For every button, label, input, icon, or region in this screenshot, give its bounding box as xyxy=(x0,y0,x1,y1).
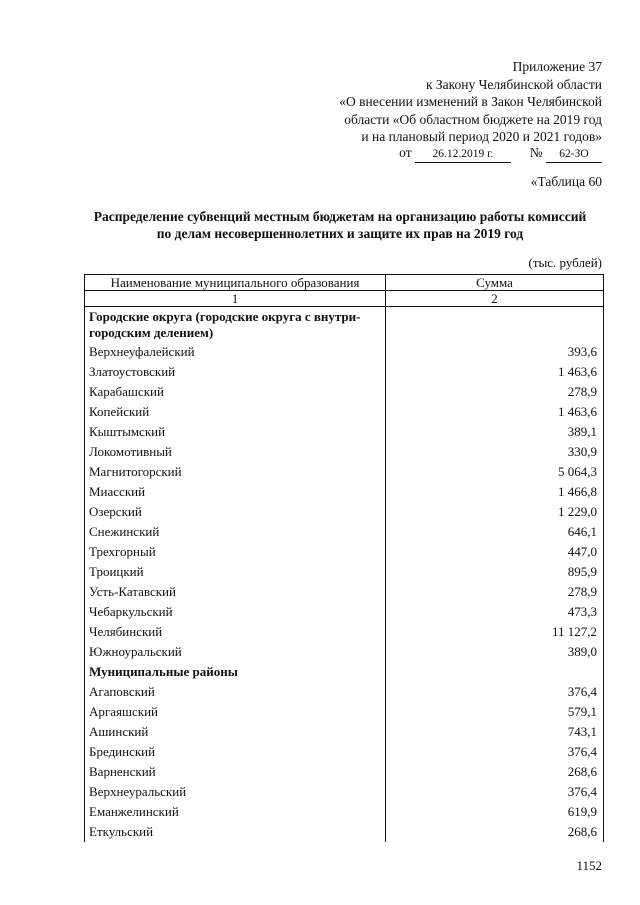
municipality-name: Чебаркульский xyxy=(85,602,386,622)
col-number-1: 1 xyxy=(85,291,386,307)
municipality-name: Варненский xyxy=(85,762,386,782)
municipality-name: Озерский xyxy=(85,502,386,522)
header-line: области «Об областном бюджете на 2019 год xyxy=(344,111,602,127)
date-prefix: от xyxy=(399,145,412,160)
municipality-name: Челябинский xyxy=(85,622,386,642)
municipality-name: Усть-Катавский xyxy=(85,582,386,602)
table-row xyxy=(85,382,604,402)
group-empty-cell xyxy=(386,307,604,343)
subvention-amount: 376,4 xyxy=(386,782,604,802)
document-title xyxy=(70,208,610,242)
municipality-name: Кыштымский xyxy=(85,422,386,442)
law-date: 26.12.2019 г. xyxy=(415,147,511,163)
header-line: Приложение 37 xyxy=(512,59,602,74)
table-row xyxy=(85,362,604,382)
subvention-amount: 473,3 xyxy=(386,602,604,622)
table-row xyxy=(85,642,604,662)
table-row xyxy=(85,582,604,602)
table-row xyxy=(85,762,604,782)
municipality-name: Верхнеуральский xyxy=(85,782,386,802)
table-row xyxy=(85,542,604,562)
table-row xyxy=(85,502,604,522)
subvention-amount: 5 064,3 xyxy=(386,462,604,482)
table-row xyxy=(85,602,604,622)
municipality-name: Еманжелинский xyxy=(85,802,386,822)
subvention-amount: 447,0 xyxy=(386,542,604,562)
subvention-amount: 619,9 xyxy=(386,802,604,822)
table-row xyxy=(85,622,604,642)
group-label-line: Городские округа (городские округа с внутри- xyxy=(89,309,361,324)
municipality-name: Златоустовский xyxy=(85,362,386,382)
group-row-municipal-districts xyxy=(85,662,604,682)
group-label: Муниципальные районы xyxy=(85,662,386,682)
municipality-name: Аргаяшский xyxy=(85,702,386,722)
table-row xyxy=(85,782,604,802)
municipality-name: Снежинский xyxy=(85,522,386,542)
table-row xyxy=(85,462,604,482)
title-line: Распределение субвенций местным бюджетам на организацию работы комиссий xyxy=(93,209,587,224)
subventions-table xyxy=(84,274,604,842)
table-row xyxy=(85,702,604,722)
subvention-amount: 11 127,2 xyxy=(386,622,604,642)
header-line: и на плановый период 2020 и 2021 годов» xyxy=(361,129,602,144)
col-number-2: 2 xyxy=(386,291,604,307)
subvention-amount: 1 463,6 xyxy=(386,362,604,382)
municipality-name: Еткульский xyxy=(85,822,386,842)
header-line: к Закону Челябинской области xyxy=(425,76,602,92)
subvention-amount: 1 463,6 xyxy=(386,402,604,422)
subvention-amount: 895,9 xyxy=(386,562,604,582)
municipality-name: Брединский xyxy=(85,742,386,762)
table-row xyxy=(85,682,604,702)
law-number: 62-ЗО xyxy=(546,147,602,163)
subvention-amount: 268,6 xyxy=(386,822,604,842)
subvention-amount: 1 229,0 xyxy=(386,502,604,522)
subvention-amount: 389,1 xyxy=(386,422,604,442)
table-row xyxy=(85,802,604,822)
appendix-header xyxy=(242,58,602,146)
table-row xyxy=(85,722,604,742)
subvention-amount: 1 466,8 xyxy=(386,482,604,502)
header-line: «О внесении изменений в Закон Челябинской xyxy=(339,94,602,109)
subvention-amount: 376,4 xyxy=(386,682,604,702)
table-label: «Таблица 60 xyxy=(530,174,602,189)
municipality-name: Верхнеуфалейский xyxy=(85,342,386,362)
table-row xyxy=(85,342,604,362)
municipality-name: Южноуральский xyxy=(85,642,386,662)
subvention-amount: 646,1 xyxy=(386,522,604,542)
table-row xyxy=(85,742,604,762)
group-row-urban-districts xyxy=(85,307,604,343)
table-row xyxy=(85,422,604,442)
municipality-name: Карабашский xyxy=(85,382,386,402)
municipality-name: Магнитогорский xyxy=(85,462,386,482)
subvention-amount: 268,6 xyxy=(386,762,604,782)
municipality-name: Агаповский xyxy=(85,682,386,702)
number-prefix: № xyxy=(529,145,543,160)
group-empty-cell xyxy=(386,662,604,682)
subvention-amount: 393,6 xyxy=(386,342,604,362)
municipality-name: Ашинский xyxy=(85,722,386,742)
column-numbers-row xyxy=(85,291,604,307)
subvention-amount: 376,4 xyxy=(386,742,604,762)
table-row xyxy=(85,522,604,542)
group-label-line: городским делением) xyxy=(89,325,214,340)
table-row xyxy=(85,402,604,422)
table-row xyxy=(85,822,604,842)
page-number: 1152 xyxy=(576,858,602,873)
units-label: (тыс. рублей) xyxy=(528,255,602,270)
municipality-name: Локомотивный xyxy=(85,442,386,462)
table-row xyxy=(85,442,604,462)
table-row xyxy=(85,482,604,502)
col-header-name: Наименование муниципального образования xyxy=(85,275,386,291)
subvention-amount: 743,1 xyxy=(386,722,604,742)
subvention-amount: 579,1 xyxy=(386,702,604,722)
col-header-sum: Сумма xyxy=(386,275,604,291)
subvention-amount: 278,9 xyxy=(386,582,604,602)
law-date-number xyxy=(399,145,602,163)
table-row xyxy=(85,562,604,582)
group-label xyxy=(85,307,386,343)
header-row xyxy=(85,275,604,291)
municipality-name: Троицкий xyxy=(85,562,386,582)
municipality-name: Копейский xyxy=(85,402,386,422)
municipality-name: Миасский xyxy=(85,482,386,502)
municipality-name: Трехгорный xyxy=(85,542,386,562)
title-line: по делам несовершеннолетних и защите их прав на 2019 год xyxy=(156,226,524,241)
subvention-amount: 278,9 xyxy=(386,382,604,402)
subvention-amount: 389,0 xyxy=(386,642,604,662)
subvention-amount: 330,9 xyxy=(386,442,604,462)
